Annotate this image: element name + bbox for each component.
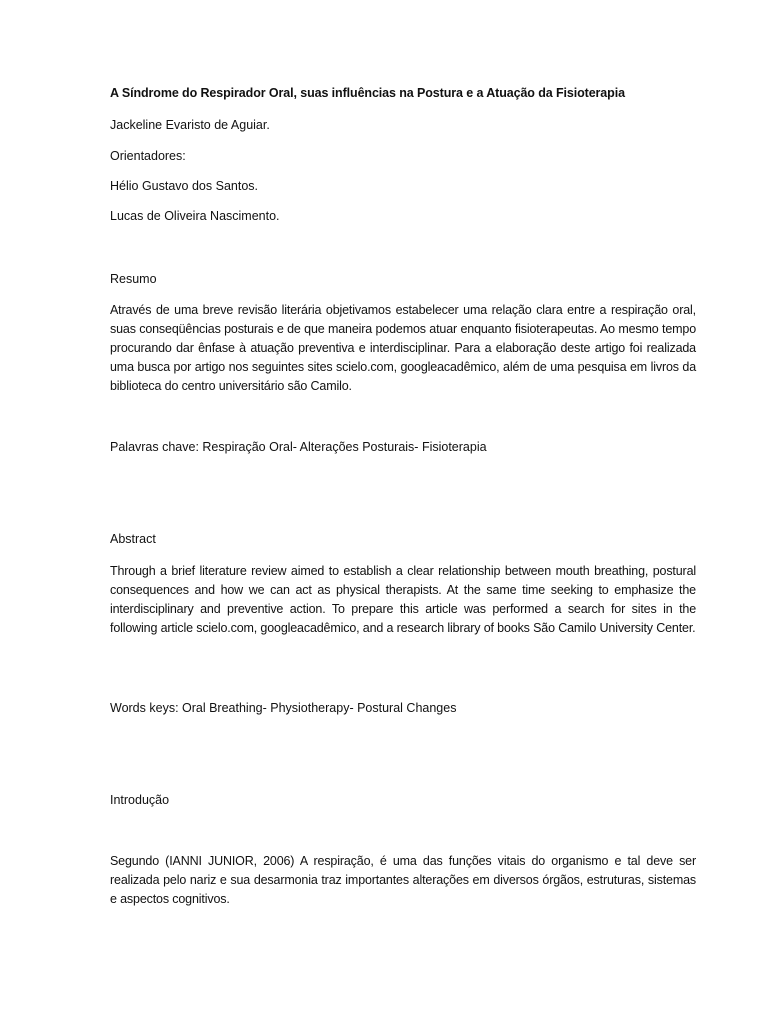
keywords-pt: Palavras chave: Respiração Oral- Alterações Posturais- Fisioterapia [110, 440, 487, 454]
keywords-en: Words keys: Oral Breathing- Physiotherapy- Postural Changes [110, 701, 457, 715]
abstract-heading: Abstract [110, 532, 156, 546]
abstract-body: Through a brief literature review aimed to establish a clear relationship between mouth breathing, postural consequences and how we can act as physical therapists. At the same time seeking to emphasize the interdisciplinary and preventive action. To prepare this article was performed a search for sites in the following article scielo.com, googleacadêmico, and a research library of books São Camilo University Center. [110, 564, 696, 635]
introducao-heading: Introdução [110, 793, 170, 807]
resumo-heading: Resumo [110, 272, 157, 286]
resumo-body: Através de uma breve revisão literária objetivamos estabelecer uma relação clara entre a respiração oral, suas conseqüências posturais e de que maneira podemos atuar enquanto fisioterapeutas. Ao mesmo tempo procurando dar ênfase à atuação preventiva e interdisciplinar. Para a elaboração deste artigo foi realizada uma busca por artigo nos seguintes sites scielo.com, googleacadêmico, além de uma pesquisa em livros da biblioteca do centro universitário são Camilo. [110, 303, 696, 393]
document-title: A Síndrome do Respirador Oral, suas influências na Postura e a Atuação da Fisioterapia [110, 86, 625, 100]
advisor-name: Hélio Gustavo dos Santos. [110, 179, 258, 193]
advisors-label: Orientadores: [110, 149, 186, 163]
introducao-body: Segundo (IANNI JUNIOR, 2006) A respiração, é uma das funções vitais do organismo e tal deve ser realizada pelo nariz e sua desarmonia traz importantes alterações em diversos órgãos, estruturas, sistemas e aspectos cognitivos. [110, 854, 696, 906]
author-name: Jackeline Evaristo de Aguiar. [110, 118, 270, 132]
advisor-name: Lucas de Oliveira Nascimento. [110, 209, 280, 223]
document-page [110, 0, 696, 1024]
